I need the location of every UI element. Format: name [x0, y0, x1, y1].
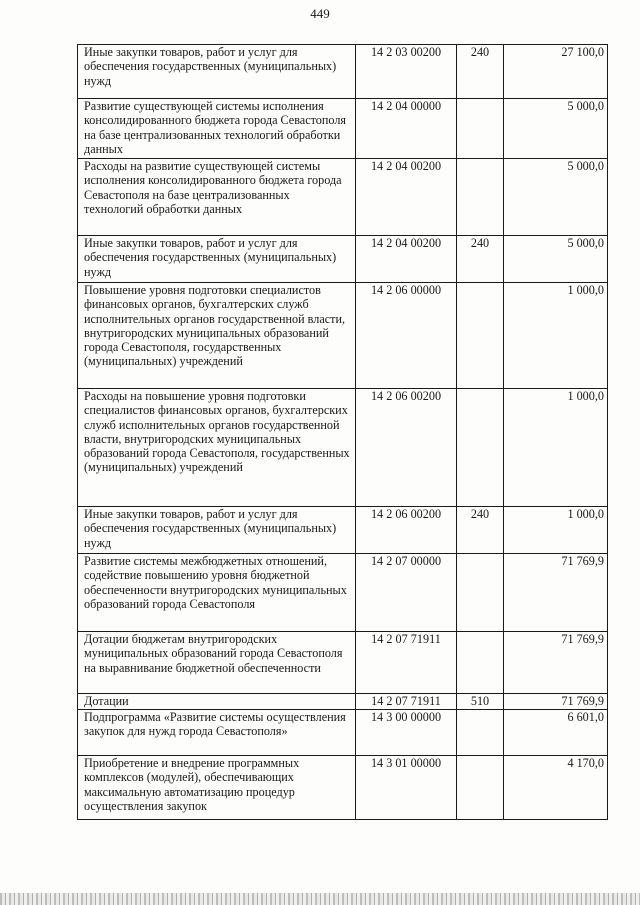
- row-code: 14 3 01 00000: [356, 756, 457, 820]
- row-code: 14 2 06 00200: [356, 507, 457, 554]
- row-sum: 6 601,0: [504, 710, 608, 756]
- table-row: [78, 710, 608, 756]
- row-code: 14 2 04 00000: [356, 99, 457, 159]
- row-code: 14 2 03 00200: [356, 45, 457, 99]
- row-name: Иные закупки товаров, работ и услуг для обеспечения государственных (муниципальных) нужд: [78, 236, 356, 283]
- row-expense-type: [457, 99, 504, 159]
- row-sum: 71 769,9: [504, 694, 608, 710]
- row-code: 14 2 04 00200: [356, 159, 457, 236]
- row-sum: 4 170,0: [504, 756, 608, 820]
- row-expense-type: [457, 159, 504, 236]
- row-sum: 71 769,9: [504, 632, 608, 694]
- row-code: 14 2 06 00200: [356, 389, 457, 507]
- row-code: 14 2 06 00000: [356, 283, 457, 389]
- row-name: Дотации бюджетам внутригородских муниципальных образований города Севастополя на выравнивание бюджетной обеспеченности: [78, 632, 356, 694]
- row-name: Расходы на развитие существующей системы исполнения консолидированного бюджета города Севастополя на базе централизованных технологий обработки данных: [78, 159, 356, 236]
- row-code: 14 2 07 71911: [356, 632, 457, 694]
- row-name: Развитие существующей системы исполнения консолидированного бюджета города Севастополя на базе централизованных технологий обработки данных: [78, 99, 356, 159]
- row-expense-type: [457, 710, 504, 756]
- row-sum: 5 000,0: [504, 99, 608, 159]
- table-row: [78, 236, 608, 283]
- row-expense-type: 510: [457, 694, 504, 710]
- row-sum: 1 000,0: [504, 283, 608, 389]
- row-code: 14 2 07 00000: [356, 554, 457, 632]
- row-name: Развитие системы межбюджетных отношений, содействие повышению уровня бюджетной обеспеченности внутригородских муниципальных образований города Севастополя: [78, 554, 356, 632]
- row-name: Дотации: [78, 694, 356, 710]
- table-row: [78, 756, 608, 820]
- table-row: [78, 507, 608, 554]
- row-expense-type: [457, 554, 504, 632]
- row-expense-type: [457, 389, 504, 507]
- table-row: [78, 694, 608, 710]
- scan-bottom-edge: [0, 893, 640, 905]
- row-expense-type: 240: [457, 45, 504, 99]
- row-code: 14 2 07 71911: [356, 694, 457, 710]
- row-sum: 27 100,0: [504, 45, 608, 99]
- row-name: Иные закупки товаров, работ и услуг для обеспечения государственных (муниципальных) нужд: [78, 507, 356, 554]
- table-row: [78, 389, 608, 507]
- row-sum: 5 000,0: [504, 236, 608, 283]
- row-expense-type: [457, 756, 504, 820]
- table-row: [78, 45, 608, 99]
- row-code: 14 2 04 00200: [356, 236, 457, 283]
- table-row: [78, 99, 608, 159]
- row-sum: 5 000,0: [504, 159, 608, 236]
- row-expense-type: 240: [457, 507, 504, 554]
- row-name: Подпрограмма «Развитие системы осуществления закупок для нужд города Севастополя»: [78, 710, 356, 756]
- row-name: Повышение уровня подготовки специалистов финансовых органов, бухгалтерских служб исполнительных органов государственной власти, внутригородских муниципальных образований города Севастополя, государственных (муниципальных) учреждений: [78, 283, 356, 389]
- budget-table: [77, 44, 608, 820]
- row-expense-type: [457, 632, 504, 694]
- table-row: [78, 283, 608, 389]
- row-name: Приобретение и внедрение программных комплексов (модулей), обеспечивающих максимальную автоматизацию процедур осуществления закупок: [78, 756, 356, 820]
- row-expense-type: [457, 283, 504, 389]
- row-sum: 1 000,0: [504, 507, 608, 554]
- row-sum: 1 000,0: [504, 389, 608, 507]
- table-row: [78, 554, 608, 632]
- row-name: Расходы на повышение уровня подготовки специалистов финансовых органов, бухгалтерских служб исполнительных органов государственной власти, внутригородских муниципальных образований города Севастополя, государственных (муниципальных) учреждений: [78, 389, 356, 507]
- table-row: [78, 159, 608, 236]
- row-name: Иные закупки товаров, работ и услуг для обеспечения государственных (муниципальных) нужд: [78, 45, 356, 99]
- table-row: [78, 632, 608, 694]
- row-sum: 71 769,9: [504, 554, 608, 632]
- page-number: 449: [310, 6, 330, 21]
- row-code: 14 3 00 00000: [356, 710, 457, 756]
- row-expense-type: 240: [457, 236, 504, 283]
